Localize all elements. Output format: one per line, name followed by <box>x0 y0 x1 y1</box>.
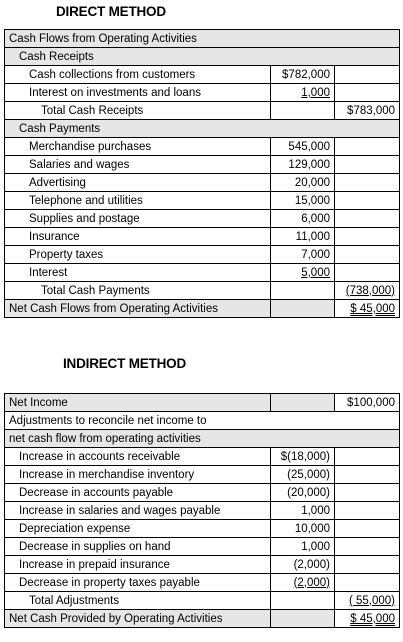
net-cash-flows-amount: $ 45,000 <box>350 302 396 315</box>
row-label: Interest on investments and loans <box>5 84 271 102</box>
table-row <box>5 556 400 574</box>
row-amount: 1,000 <box>271 502 335 520</box>
row-label: Interest <box>5 264 271 282</box>
empty-cell <box>335 466 400 484</box>
table-row <box>5 466 400 484</box>
total-receipts-label: Total Cash Receipts <box>5 102 271 120</box>
net-income-amount: $100,000 <box>335 394 400 412</box>
row-label: Insurance <box>5 228 271 246</box>
row-amount: 1,000 <box>271 538 335 556</box>
empty-cell <box>335 210 400 228</box>
table-row <box>5 610 400 628</box>
direct-method-table <box>4 29 400 318</box>
empty-cell <box>335 574 400 592</box>
table-row <box>5 430 400 448</box>
row-label: Increase in prepaid insurance <box>5 556 271 574</box>
row-label: Depreciation expense <box>5 520 271 538</box>
table-row <box>5 48 400 66</box>
row-label: Decrease in accounts payable <box>5 484 271 502</box>
table-row <box>5 30 400 48</box>
indirect-method-table <box>4 393 400 628</box>
empty-cell <box>271 102 335 120</box>
empty-cell <box>335 502 400 520</box>
empty-cell <box>335 192 400 210</box>
empty-cell <box>335 156 400 174</box>
table-row <box>5 156 400 174</box>
row-label: Merchandise purchases <box>5 138 271 156</box>
empty-cell <box>335 448 400 466</box>
table-row <box>5 84 400 102</box>
row-amount: $782,000 <box>271 66 335 84</box>
empty-cell <box>335 246 400 264</box>
direct-method-title: DIRECT METHOD <box>56 4 166 19</box>
empty-cell <box>335 484 400 502</box>
empty-cell <box>335 84 400 102</box>
table-row <box>5 300 400 318</box>
row-label: Salaries and wages <box>5 156 271 174</box>
row-amount: 7,000 <box>271 246 335 264</box>
total-adjustments-label: Total Adjustments <box>5 592 271 610</box>
total-payments-amount: (738,000) <box>345 284 396 297</box>
row-label: Property taxes <box>5 246 271 264</box>
table-row <box>5 592 400 610</box>
row-amount: 15,000 <box>271 192 335 210</box>
row-amount: 5,000 <box>301 266 330 279</box>
row-label: Increase in accounts receivable <box>5 448 271 466</box>
table-row <box>5 574 400 592</box>
adjustments-header-line2: net cash flow from operating activities <box>5 430 400 448</box>
row-label: Increase in salaries and wages payable <box>5 502 271 520</box>
empty-cell <box>335 538 400 556</box>
table-row <box>5 502 400 520</box>
row-amount: (2,000) <box>293 576 330 589</box>
table-row <box>5 246 400 264</box>
row-label: Telephone and utilities <box>5 192 271 210</box>
net-income-label: Net Income <box>5 394 271 412</box>
table-row <box>5 102 400 120</box>
empty-cell <box>335 66 400 84</box>
row-label: Decrease in property taxes payable <box>5 574 271 592</box>
row-amount: $(18,000) <box>271 448 335 466</box>
total-payments-label: Total Cash Payments <box>5 282 271 300</box>
total-adjustments-amount: ( 55,000) <box>348 594 395 607</box>
total-receipts-amount: $783,000 <box>335 102 400 120</box>
empty-cell <box>271 282 335 300</box>
empty-cell <box>335 174 400 192</box>
table-row <box>5 448 400 466</box>
row-amount: 10,000 <box>271 520 335 538</box>
empty-cell <box>271 394 335 412</box>
table-row <box>5 120 400 138</box>
cash-flows-operating-header: Cash Flows from Operating Activities <box>5 30 400 48</box>
table-row <box>5 138 400 156</box>
row-amount: 545,000 <box>271 138 335 156</box>
adjustments-header-line1: Adjustments to reconcile net income to <box>5 412 400 430</box>
table-row <box>5 192 400 210</box>
empty-cell <box>271 592 335 610</box>
net-cash-provided-label: Net Cash Provided by Operating Activities <box>5 610 271 628</box>
row-label: Advertising <box>5 174 271 192</box>
empty-cell <box>335 520 400 538</box>
table-row <box>5 228 400 246</box>
row-amount: 11,000 <box>271 228 335 246</box>
row-amount: 1,000 <box>301 86 330 99</box>
table-row <box>5 484 400 502</box>
empty-cell <box>335 228 400 246</box>
empty-cell <box>335 556 400 574</box>
row-amount: 129,000 <box>271 156 335 174</box>
cash-payments-header: Cash Payments <box>5 120 400 138</box>
table-row <box>5 520 400 538</box>
table-row <box>5 394 400 412</box>
row-amount: (20,000) <box>271 484 335 502</box>
indirect-method-title: INDIRECT METHOD <box>63 356 186 371</box>
net-cash-provided-amount: $ 45,000 <box>350 612 395 625</box>
row-label: Cash collections from customers <box>5 66 271 84</box>
table-row <box>5 412 400 430</box>
table-row <box>5 66 400 84</box>
empty-cell <box>271 610 335 628</box>
table-row <box>5 210 400 228</box>
row-amount: 20,000 <box>271 174 335 192</box>
cash-receipts-header: Cash Receipts <box>5 48 400 66</box>
row-label: Decrease in supplies on hand <box>5 538 271 556</box>
table-row <box>5 538 400 556</box>
row-amount: 6,000 <box>271 210 335 228</box>
net-cash-flows-label: Net Cash Flows from Operating Activities <box>5 300 271 318</box>
empty-cell <box>335 264 400 282</box>
empty-cell <box>271 300 335 318</box>
table-row <box>5 264 400 282</box>
table-row <box>5 174 400 192</box>
row-label: Supplies and postage <box>5 210 271 228</box>
empty-cell <box>335 138 400 156</box>
row-amount: (25,000) <box>271 466 335 484</box>
table-row <box>5 282 400 300</box>
row-label: Increase in merchandise inventory <box>5 466 271 484</box>
row-amount: (2,000) <box>271 556 335 574</box>
